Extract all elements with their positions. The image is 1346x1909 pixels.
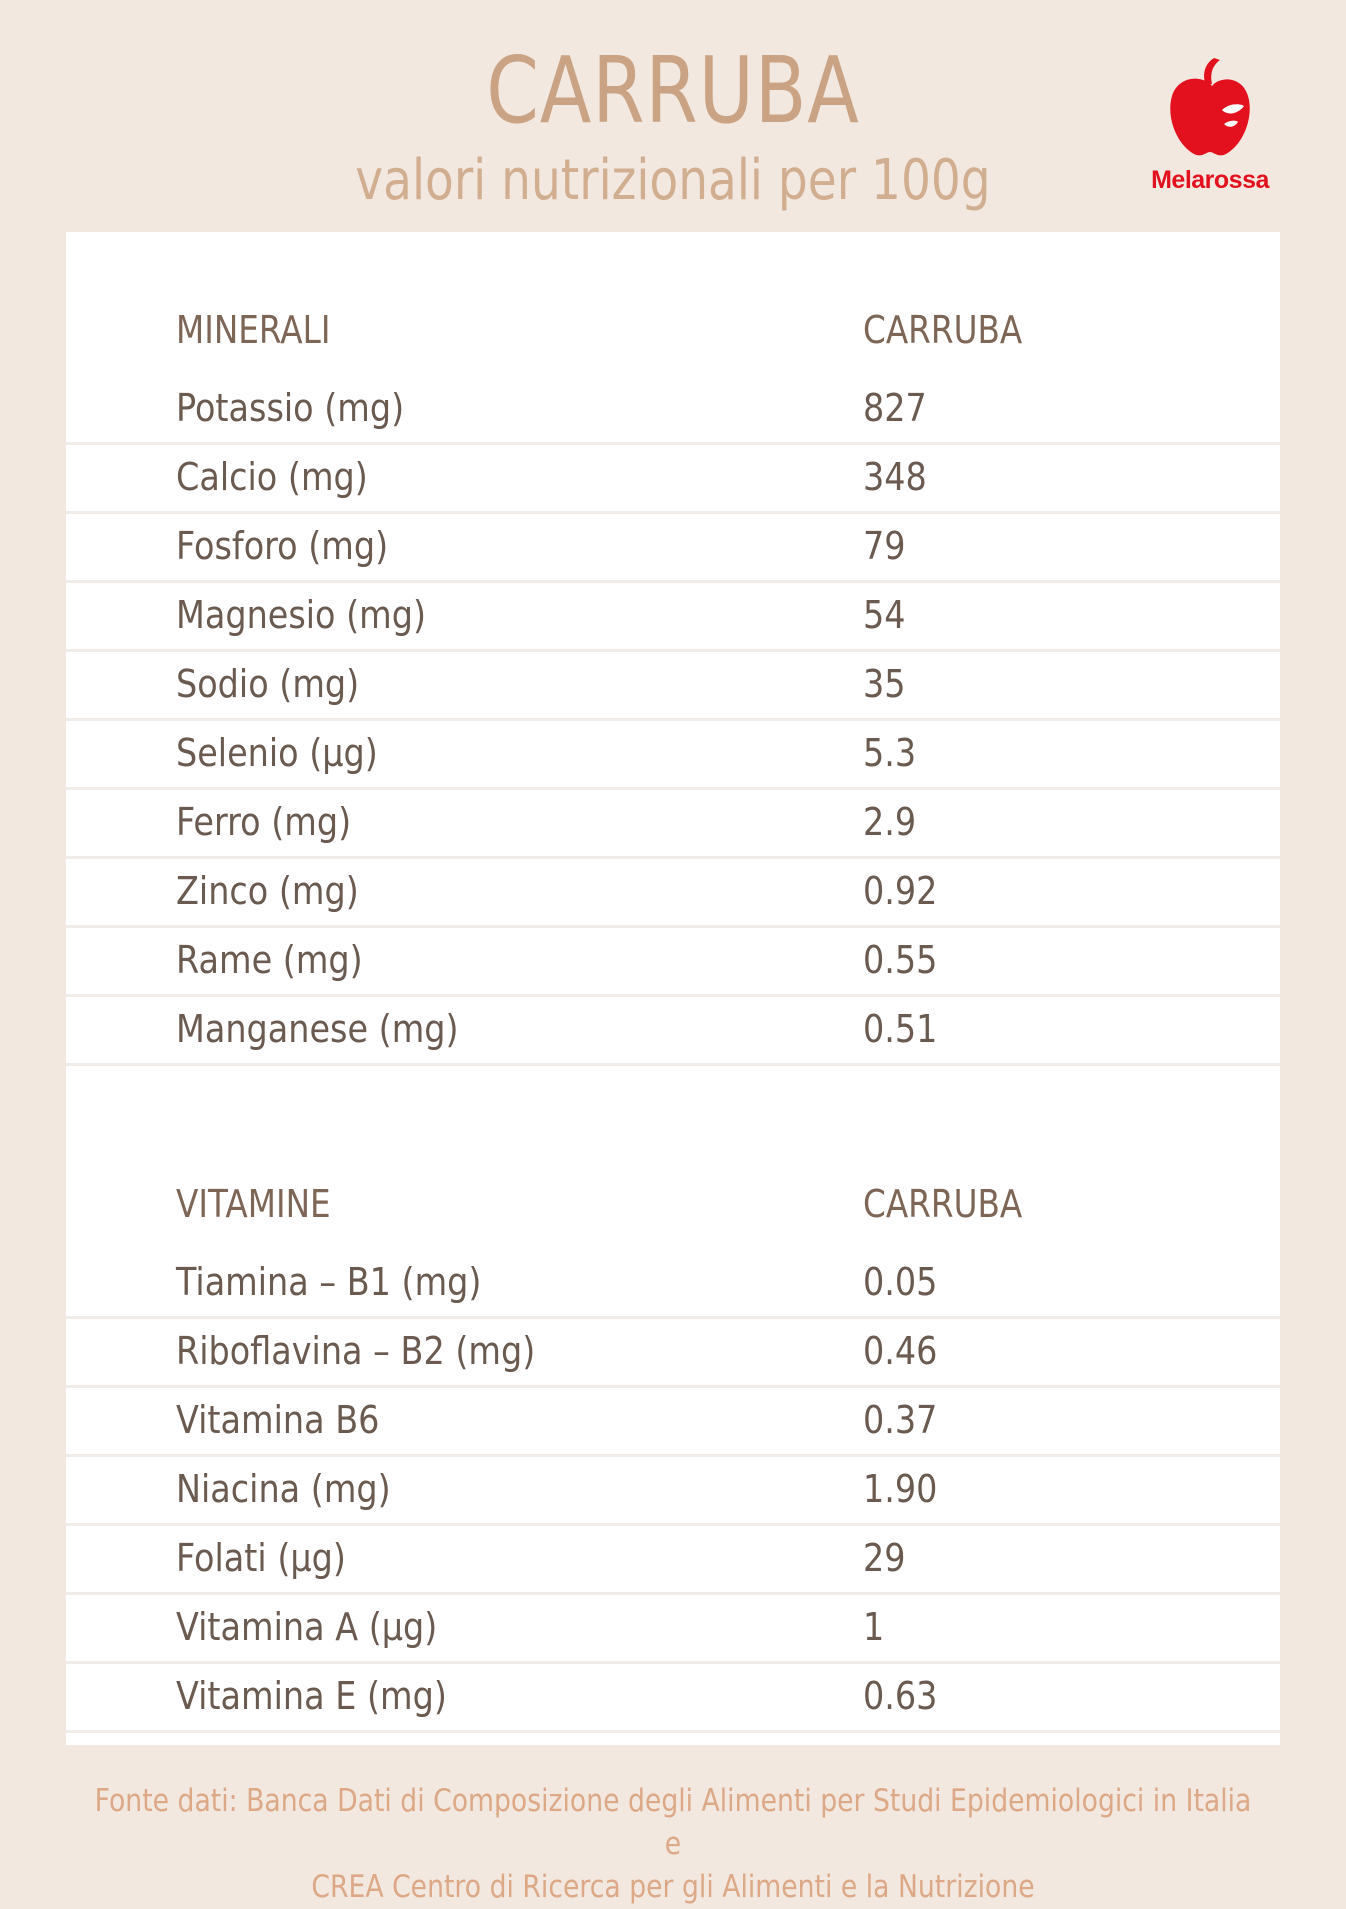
nutrient-name: Vitamina B6 xyxy=(176,1398,380,1442)
nutrient-name: Manganese (mg) xyxy=(176,1007,459,1051)
table-row xyxy=(66,1664,1280,1733)
table-row xyxy=(66,445,1280,514)
nutrient-name: Potassio (mg) xyxy=(176,386,405,430)
minerals-section xyxy=(66,298,1280,1066)
nutrient-value: 0.51 xyxy=(863,1007,938,1051)
nutrient-name: Magnesio (mg) xyxy=(176,593,427,637)
vitamins-section xyxy=(66,1172,1280,1733)
table-row xyxy=(66,1250,1280,1319)
minerals-table xyxy=(66,376,1280,1066)
table-row xyxy=(66,790,1280,859)
nutrient-value: 0.37 xyxy=(863,1398,938,1442)
nutrient-value: 79 xyxy=(863,524,906,568)
minerals-column-label: CARRUBA xyxy=(863,308,1023,352)
table-row xyxy=(66,928,1280,997)
table-row xyxy=(66,652,1280,721)
table-row xyxy=(66,859,1280,928)
table-row xyxy=(66,721,1280,790)
source-note xyxy=(94,1780,1252,1909)
page-subtitle: valori nutrizionali per 100g xyxy=(355,148,991,213)
nutrient-name: Selenio (µg) xyxy=(176,731,378,775)
nutrient-value: 0.46 xyxy=(863,1329,938,1373)
nutrient-name: Sodio (mg) xyxy=(176,662,360,706)
nutrient-value: 54 xyxy=(863,593,906,637)
nutrient-name: Ferro (mg) xyxy=(176,800,352,844)
nutrient-name: Tiamina – B1 (mg) xyxy=(176,1260,482,1304)
nutrient-value: 0.92 xyxy=(863,869,938,913)
table-row xyxy=(66,1457,1280,1526)
nutrition-table-card xyxy=(66,232,1280,1745)
vitamins-column-label: CARRUBA xyxy=(863,1182,1023,1226)
nutrient-name: Riboflavina – B2 (mg) xyxy=(176,1329,536,1373)
vitamins-header xyxy=(66,1172,1280,1236)
source-line-2: CREA Centro di Ricerca per gli Alimenti e la Nutrizione xyxy=(311,1869,1035,1905)
table-row xyxy=(66,1319,1280,1388)
source-line-1: Fonte dati: Banca Dati di Composizione degli Alimenti per Studi Epidemiologici in Italia e xyxy=(94,1783,1252,1862)
vitamins-table xyxy=(66,1250,1280,1733)
table-row xyxy=(66,514,1280,583)
nutrient-name: Zinco (mg) xyxy=(176,869,359,913)
table-row xyxy=(66,1388,1280,1457)
nutrient-name: Fosforo (mg) xyxy=(176,524,389,568)
brand-name: Melarossa xyxy=(1151,166,1269,194)
table-row xyxy=(66,997,1280,1066)
minerals-header xyxy=(66,298,1280,362)
table-row xyxy=(66,1526,1280,1595)
nutrient-value: 1.90 xyxy=(863,1467,938,1511)
table-row xyxy=(66,376,1280,445)
nutrient-value: 35 xyxy=(863,662,906,706)
nutrient-value: 348 xyxy=(863,455,927,499)
nutrient-value: 1 xyxy=(863,1605,885,1649)
nutrient-name: Vitamina E (mg) xyxy=(176,1674,447,1718)
page-title: CARRUBA xyxy=(486,37,860,144)
nutrient-value: 0.55 xyxy=(863,938,938,982)
nutrient-value: 0.05 xyxy=(863,1260,938,1304)
nutrient-value: 827 xyxy=(863,386,927,430)
nutrient-name: Vitamina A (µg) xyxy=(176,1605,438,1649)
nutrient-value: 0.63 xyxy=(863,1674,938,1718)
nutrient-name: Calcio (mg) xyxy=(176,455,368,499)
nutrient-value: 5.3 xyxy=(863,731,917,775)
nutrient-name: Niacina (mg) xyxy=(176,1467,391,1511)
nutrient-value: 29 xyxy=(863,1536,906,1580)
apple-icon xyxy=(1160,52,1260,162)
table-row xyxy=(66,583,1280,652)
vitamins-heading: VITAMINE xyxy=(176,1182,331,1226)
nutrient-name: Rame (mg) xyxy=(176,938,363,982)
brand-logo[interactable] xyxy=(1140,52,1280,212)
minerals-heading: MINERALI xyxy=(176,308,331,352)
table-row xyxy=(66,1595,1280,1664)
nutrient-value: 2.9 xyxy=(863,800,917,844)
nutrient-name: Folati (µg) xyxy=(176,1536,346,1580)
